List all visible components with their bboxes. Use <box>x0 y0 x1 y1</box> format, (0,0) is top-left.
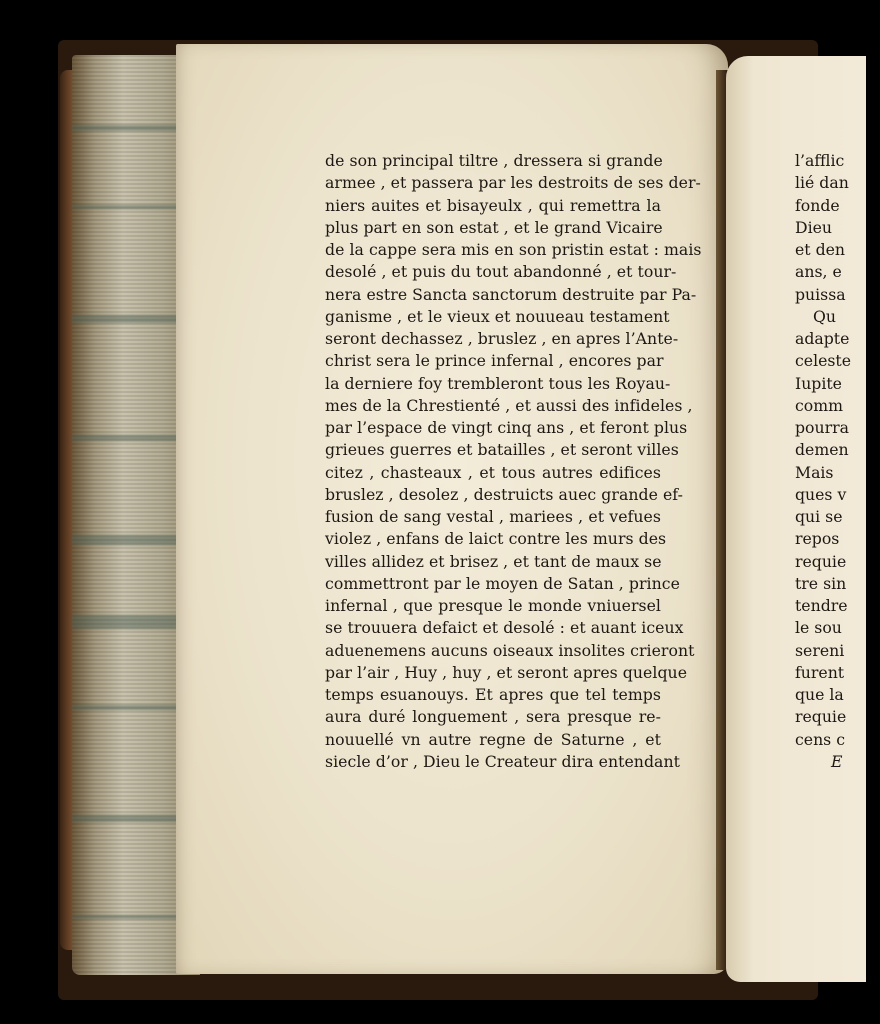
text-line: de la cappe sera mis en son pristin estat : mais <box>325 240 702 259</box>
text-line: christ sera le prince infernal , encores par <box>325 351 664 371</box>
text-line: mes de la Chrestienté , et aussi des infideles , <box>325 395 693 415</box>
right-text-line: puissa <box>795 284 846 304</box>
text-line: plus part en son estat , et le grand Vicaire <box>325 217 663 237</box>
right-text-line: Iupite <box>795 373 842 393</box>
left-page-text <box>325 150 702 773</box>
right-text-line: Dieu <box>795 217 832 237</box>
text-line: desolé , et puis du tout abandonné , et tour- <box>325 262 677 282</box>
text-line: seront dechassez , bruslez , en apres l’Ante- <box>325 329 679 348</box>
right-text-line: fonde <box>795 195 840 215</box>
right-text-line: qui se <box>795 507 843 526</box>
right-text-line: requie <box>795 551 847 571</box>
right-text-line: requie <box>795 707 847 727</box>
text-line: par l’air , Huy , huy , et seront apres quelque <box>325 662 688 682</box>
text-line: niers auites et bisayeulx , qui remettra la <box>325 195 661 215</box>
right-text-line: repos <box>795 529 840 549</box>
right-text-line: E <box>831 751 843 771</box>
right-text-line: le sou <box>795 618 842 638</box>
right-text-line: celeste <box>795 351 852 371</box>
right-text-line: ques v <box>795 484 847 504</box>
text-line: aduenemens aucuns oiseaux insolites crieront <box>325 640 695 660</box>
right-text-line: sereni <box>795 640 845 660</box>
right-text-line: pourra <box>795 418 849 437</box>
right-text-line: tre sin <box>795 573 847 593</box>
text-line: siecle d’or , Dieu le Createur dira entendant <box>325 751 680 771</box>
right-text-line: furent <box>795 662 845 682</box>
text-line: citez , chasteaux , et tous autres edifices <box>325 462 661 482</box>
text-line: par l’espace de vingt cinq ans , et feront plus <box>325 418 688 437</box>
right-text-line: tendre <box>795 596 848 615</box>
text-line: armee , et passera par les destroits de ses der- <box>325 173 701 193</box>
text-line: temps esuanouys. Et apres que tel temps <box>325 685 661 704</box>
text-line: commettront par le moyen de Satan , prince <box>325 573 680 593</box>
text-line: violez , enfans de laict contre les murs des <box>325 529 667 549</box>
text-line: la derniere foy trembleront tous les Royau- <box>325 373 671 393</box>
right-text-line: adapte <box>795 329 850 348</box>
text-line: infernal , que presque le monde vniuersel <box>325 596 661 615</box>
text-line: nouuellé vn autre regne de Saturne , et <box>325 729 661 749</box>
text-line: nera estre Sancta sanctorum destruite par Pa- <box>325 284 697 304</box>
text-line: aura duré longuement , sera presque re- <box>325 707 661 727</box>
right-text-line: Qu <box>813 306 836 326</box>
right-text-line: que la <box>795 685 844 704</box>
right-text-line: comm <box>795 395 843 415</box>
right-page-text <box>795 150 855 773</box>
text-line: grieues guerres et batailles , et seront villes <box>325 440 679 460</box>
text-line: ganisme , et le vieux et nouueau testament <box>325 306 670 326</box>
text-line: de son principal tiltre , dressera si grande <box>325 151 663 170</box>
right-text-line: l’afflic <box>795 151 845 170</box>
right-text-line: lié dan <box>795 173 849 193</box>
text-line: bruslez , desolez , destruicts auec grande ef- <box>325 484 683 504</box>
right-text-line: ans, e <box>795 262 842 282</box>
right-text-line: Mais <box>795 462 834 482</box>
right-text-line: cens c <box>795 729 845 749</box>
right-text-line: demen <box>795 440 849 460</box>
right-text-line: et den <box>795 240 846 259</box>
text-line: se trouuera defaict et desolé : et auant iceux <box>325 618 684 638</box>
text-line: villes allidez et brisez , et tant de maux se <box>325 551 662 571</box>
text-line: fusion de sang vestal , mariees , et vefues <box>325 507 661 526</box>
